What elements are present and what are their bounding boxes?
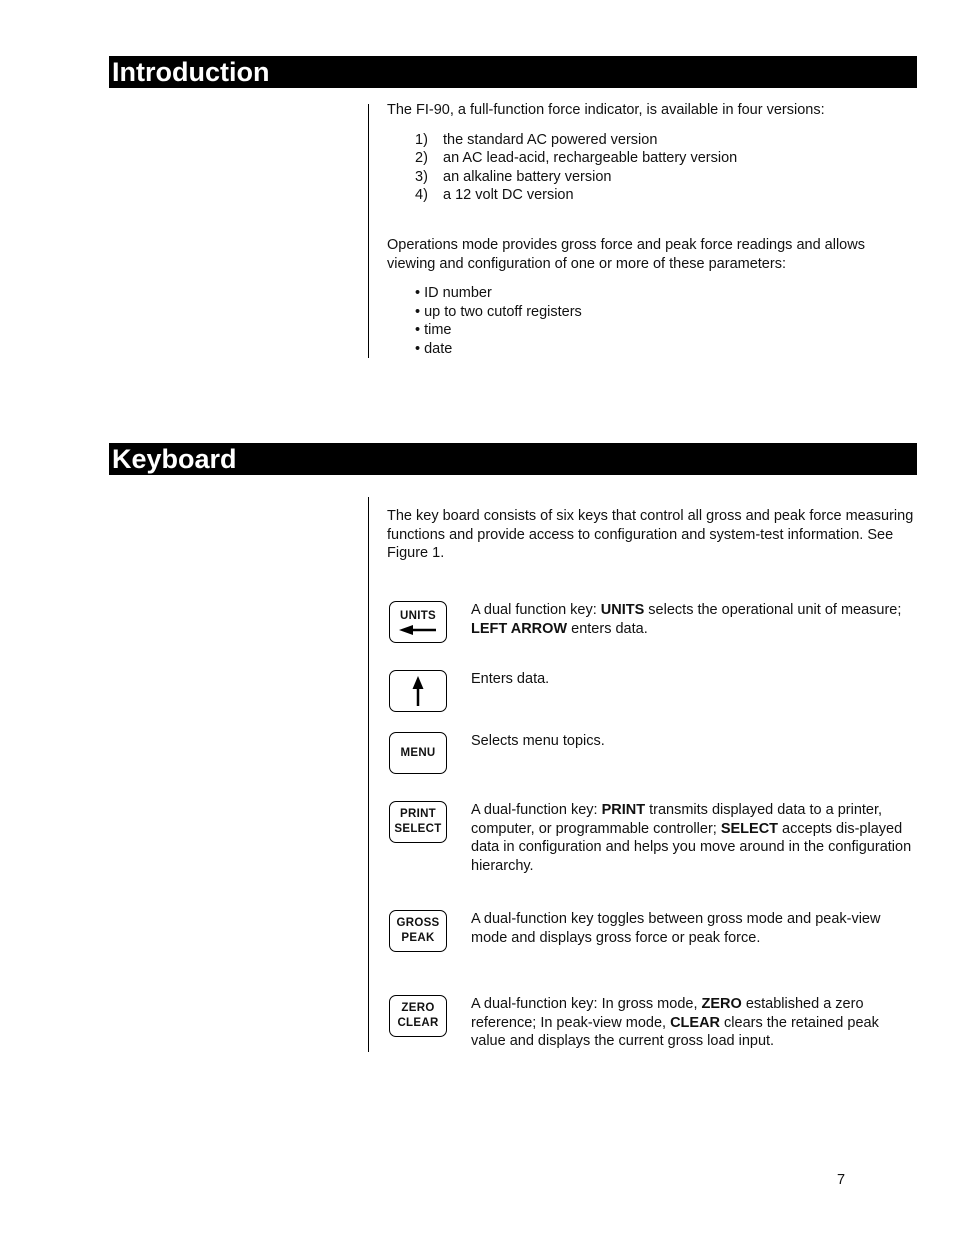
operations-paragraph: Operations mode provides gross force and peak force readings and allows viewing and configuration of one or more of these parameters: xyxy=(387,236,865,272)
description-text: selects the operational unit of measure; xyxy=(644,602,902,618)
description-text: transmits displayed data to a printer, computer, or programmable controller; xyxy=(471,802,883,837)
parameter-item: • up to two cutoff registers xyxy=(415,303,582,320)
version-list xyxy=(387,131,917,205)
units-key[interactable] xyxy=(389,601,447,643)
intro-margin-rule xyxy=(368,104,369,358)
parameter-item: • time xyxy=(415,322,452,339)
description-text: A dual-function key: In gross mode, xyxy=(471,996,702,1012)
up-arrow-icon xyxy=(411,675,425,707)
key-label: GROSS xyxy=(396,917,440,929)
key-name-emphasis: UNITS xyxy=(600,602,645,618)
parameter-list xyxy=(387,284,917,358)
key-label: ZERO xyxy=(401,1002,435,1014)
key-label: MENU xyxy=(400,746,436,759)
version-number: 3) xyxy=(415,168,428,185)
version-item xyxy=(415,131,917,150)
keyboard-lead: The key board consists of six keys that control all gross and peak force measuring functions and provide access to configuration and system-test information. See Figure 1. xyxy=(387,508,914,562)
key-label: CLEAR xyxy=(397,1017,439,1029)
key-name-emphasis: LEFT ARROW xyxy=(471,620,568,637)
key-label: PRINT xyxy=(400,808,436,820)
key-name-emphasis: ZERO xyxy=(701,996,742,1012)
description-text: Enters data. xyxy=(471,671,550,687)
left-arrow-icon xyxy=(398,624,438,636)
print-select-key[interactable] xyxy=(389,801,447,843)
description-text: A dual-function key: xyxy=(471,802,602,818)
description-text: enters data. xyxy=(567,620,648,637)
description-text: established a zero reference; In peak-view mode, xyxy=(471,996,864,1031)
key-label: UNITS xyxy=(400,609,436,622)
version-text: the standard AC powered version xyxy=(443,131,658,148)
menu-key[interactable] xyxy=(389,732,447,774)
version-number: 2) xyxy=(415,150,428,167)
parameter-item: • ID number xyxy=(415,285,492,302)
description-text: A dual-function key toggles between gross mode and peak-view mode and displays gross force or peak force. xyxy=(471,911,881,946)
version-text: an alkaline battery version xyxy=(443,168,612,185)
key-description xyxy=(471,670,917,689)
version-text: a 12 volt DC version xyxy=(443,187,574,204)
zero-clear-key[interactable] xyxy=(389,995,447,1037)
version-item xyxy=(415,149,917,168)
description-text: clears the retained peak value and displays the current gross load input. xyxy=(471,1014,879,1050)
intro-content xyxy=(387,101,917,359)
key-name-emphasis: PRINT xyxy=(601,802,646,818)
description-text: A dual function key: xyxy=(471,602,601,618)
description-text: Selects menu topics. xyxy=(471,733,605,749)
keyboard-heading: Keyboard xyxy=(109,443,917,475)
intro-lead: The FI-90, a full-function force indicator, is available in four versions: xyxy=(387,102,825,118)
key-name-emphasis: CLEAR xyxy=(670,1014,721,1031)
key-description xyxy=(471,995,917,1051)
key-description xyxy=(471,732,917,751)
keyboard-margin-rule xyxy=(368,497,369,1052)
version-text: an AC lead-acid, rechargeable battery version xyxy=(443,150,738,167)
description-text: accepts dis-played data in configuration and helps you move around in the configuration hierarchy. xyxy=(471,820,912,874)
key-description xyxy=(471,801,917,875)
key-name-emphasis: SELECT xyxy=(720,820,779,837)
introduction-heading: Introduction xyxy=(109,56,917,88)
parameter-item: • date xyxy=(415,340,453,357)
gross-peak-key[interactable] xyxy=(389,910,447,952)
version-number: 4) xyxy=(415,187,428,204)
page-number: 7 xyxy=(837,1172,846,1188)
key-label: SELECT xyxy=(394,823,442,835)
key-label: PEAK xyxy=(401,932,435,944)
key-description xyxy=(471,601,917,638)
key-description xyxy=(471,910,917,947)
version-number: 1) xyxy=(415,131,428,148)
up-arrow-key[interactable] xyxy=(389,670,447,712)
version-item xyxy=(415,186,917,205)
version-item xyxy=(415,168,917,187)
